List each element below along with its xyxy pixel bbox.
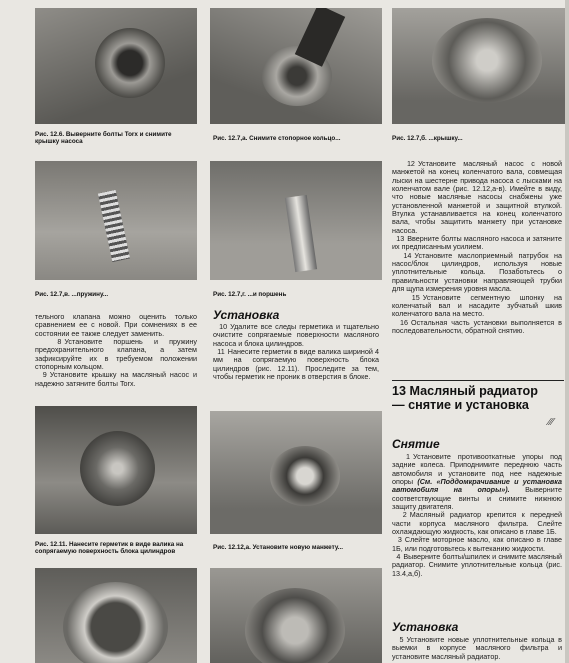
removal-step-2: 2 Масляный радиатор крепится к передней части корпуса масляного фильтра. Слейте охлаждающую жидкость, как описано в главе 1Б. — [392, 510, 562, 537]
photo-fig-12-7v — [35, 161, 197, 280]
step-9: 9 Установите крышку на масляный насос и надежно затяните болты Torx. — [35, 370, 197, 388]
caption-fig-12-7g: Рис. 12.7,г. ...и поршень — [213, 291, 287, 298]
photo-fig-12-7b — [392, 8, 569, 124]
install-step-5: 5 Установите новые уплотнительные кольца в выемки в корпусе масляного фильтра и установите масляный радиатор. — [392, 636, 562, 661]
caption-fig-12-6: Рис. 12.6. Выверните болты Torx и снимите крышку насоса — [35, 131, 172, 146]
removal-step-1: 1 Установите противооткатные упоры под задние колеса. Приподнимите переднюю часть автомобиля и установите под нее надежные опоры (См. «Поддомкрачивание и установка автомобиля на опоры»). Выверните соответствующие винты и снимите нижнюю защиту двигателя. — [392, 452, 562, 512]
photo-fig-12-6 — [35, 8, 197, 124]
removal-text-block — [392, 453, 562, 578]
install-text-block — [392, 636, 562, 663]
heading-installation-2: Установка — [392, 620, 459, 634]
mid-text-block — [213, 323, 379, 381]
removal-step-4: 4 Выверните болты/шпилек и снимите масляный радиатор. Снимите уплотнительные кольца (рис. 13.4,а,б). — [392, 552, 562, 578]
removal-step-3: 3 Слейте моторное масло, как описано в главе 1Б, или подготовьтесь к вытеканию жидкости. — [392, 535, 563, 553]
caption-fig-12-7v: Рис. 12.7,в. ...пружину... — [35, 291, 109, 298]
photo-fig-12-7g — [210, 161, 382, 280]
heading-removal: Снятие — [392, 437, 440, 451]
caption-fig-12-7a: Рис. 12.7,а. Снимите стопорное кольцо... — [213, 135, 341, 142]
photo-fig-12-12a — [210, 411, 382, 534]
margin-wrench-mark: ⁄⁄⁄ — [548, 416, 554, 428]
photo-fig-12-12b — [210, 568, 382, 663]
intro-paragraph: тельного клапана можно оценить только сравнением ее с новой. При сомнениях в ее состоянии ее также следует заменить. — [35, 312, 197, 338]
step-14: 14 Установите маслоприемный патрубок на насос/блок цилиндров, используя новые уплотнительные кольца. Позаботьтесь о правильности установки направляющей трубки для щупа измерения уровня масла. — [392, 250, 562, 294]
chapter-13-title: 13 Масляный радиатор — снятие и установка — [392, 384, 538, 412]
right-text-block — [392, 160, 562, 335]
heading-installation: Установка — [213, 308, 280, 322]
left-text-block — [35, 313, 197, 388]
step-12: 12 Установите масляный насос с новой манжетой на конец коленчатого вала, совмещая лыски на шестерне привода насоса с лысками на коленчатом вале (рис. 12.12,а-в). Имейте в виду, что новые масляные насосы снабжены уже установленной манжетой и защитной втулкой. Втулка устанавливается на конец коленчатого вала, чтобы защитить манжету при установке насоса. — [392, 159, 562, 235]
step-10: 10 Удалите все следы герметика и тщательно очистите сопрягаемые поверхности масляного насоса и блока цилиндров. — [213, 322, 379, 348]
step-11: 11 Нанесите герметик в виде валика шириной 4 мм на сопрягаемую поверхность блока цилиндров (рис. 12.11). Проследите за тем, чтобы герметик не проник в отверстия в блоке. — [213, 347, 380, 382]
step-15: 15 Установите сегментную шпонку на коленчатый вал и насадите зубчатый шкив коленчатого вала на место. — [392, 292, 562, 319]
photo-fig-13-4a — [35, 568, 197, 663]
caption-fig-12-7b: Рис. 12.7,б. ...крышку... — [392, 135, 463, 142]
caption-fig-12-12a: Рис. 12.12,а. Установите новую манжету... — [213, 544, 344, 551]
step-13: 13 Вверните болты масляного насоса и затяните их предписанным усилием. — [392, 234, 562, 252]
section-rule — [392, 380, 564, 381]
step-16: 16 Остальная часть установки выполняется в последовательности, обратной снятию. — [392, 317, 562, 335]
caption-fig-12-11: Рис. 12.11. Нанесите герметик в виде валика на сопрягаемую поверхность блока цилиндров — [35, 541, 184, 556]
photo-fig-12-11 — [35, 406, 197, 534]
photo-fig-12-7a — [210, 8, 382, 124]
step-8: 8 Установите поршень и пружину предохранительного клапана, а затем зафиксируйте их в требуемом положении стопорным кольцом. — [35, 337, 197, 372]
page-edge-shadow — [565, 0, 569, 663]
